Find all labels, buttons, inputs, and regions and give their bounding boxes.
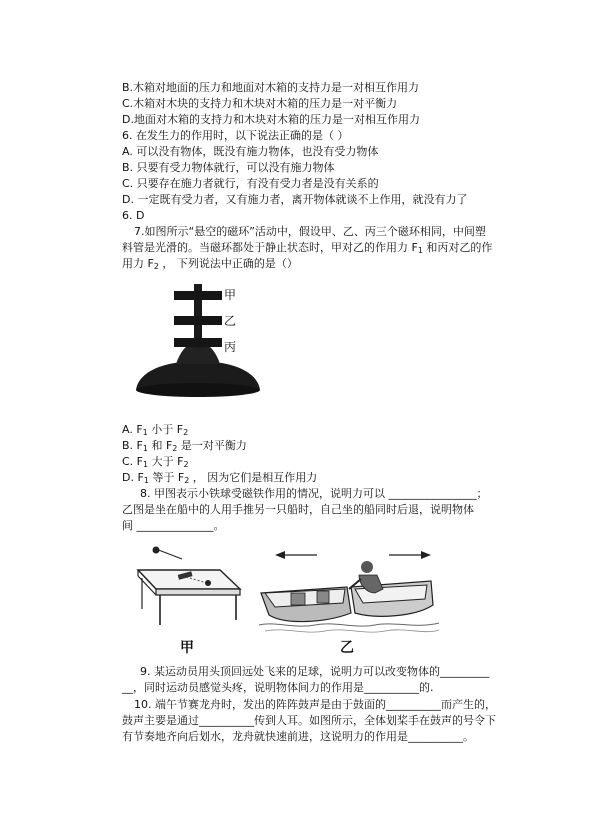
boats-figure — [255, 545, 443, 637]
question-8-line3: 间 ______________。 — [122, 519, 225, 532]
question-10-line3: 有节奏地齐向后划水，龙舟就快速前进，这说明力的作用是__________。 — [122, 730, 474, 743]
option-c-q7: C. $F_1$ 大于 $F_2$ — [122, 455, 189, 469]
answer-6: 6. D — [122, 209, 145, 222]
question-8-line1: 8. 甲图表示小铁球受磁铁作用的情况，说明力可以 ________________； — [140, 487, 488, 500]
magnet-ball-figure — [128, 545, 246, 635]
option-d-q6: D. 一定既有受力者，又有施力者，离开物体就谈不上作用，就没有力了 — [122, 193, 468, 206]
question-8-line2: 乙图是坐在船中的人用手推另一只船时，自己坐的船同时后退，说明物体 — [122, 503, 474, 516]
option-a-q7: A. $F_1$ 小于 $F_2$ — [122, 423, 189, 437]
magnetic-ring-figure — [128, 282, 268, 410]
question-10-line1: 10. 端午节赛龙舟时，发出的阵阵鼓声是由于鼓面的__________而产生的， — [134, 698, 496, 711]
option-b-q6: B. 只要有受力物体就行，可以没有施力物体 — [122, 161, 335, 174]
question-10-line2: 鼓声主要是通过__________传到人耳。如图所示，全体划桨手在鼓声的号令下 — [122, 714, 496, 727]
label-bing: 丙 — [224, 340, 237, 354]
question-7-line1: 7.如图所示“悬空的磁环”活动中，假设甲、乙、丙三个磁环相同，中间塑 — [134, 225, 486, 238]
question-9-line2: __，同时运动员感觉头疼，说明物体间力的作用是__________的. — [122, 681, 434, 694]
option-c-q5: C.木箱对木块的支持力和木块对木箱的压力是一对平衡力 — [122, 97, 398, 110]
caption-jia: 甲 — [180, 640, 194, 656]
label-jia: 甲 — [224, 288, 237, 302]
question-6: 6. 在发生力的作用时，以下说法正确的是（ ） — [122, 129, 349, 142]
option-d-q7: D. $F_1$ 等于 $F_2$ ， 因为它们是相互作用力 — [122, 471, 318, 485]
question-9-line1: 9. 某运动员用头顶回远处飞来的足球，说明力可以改变物体的_________ — [140, 665, 490, 678]
option-d-q5: D.地面对木箱的支持力和木块对木箱的压力是一对相互作用力 — [122, 113, 420, 126]
caption-yi: 乙 — [340, 640, 354, 656]
label-yi: 乙 — [224, 314, 237, 328]
option-b-q5: B.木箱对地面的压力和地面对木箱的支持力是一对相互作用力 — [122, 81, 420, 94]
option-c-q6: C. 只要存在施力者就行，有没有受力者是没有关系的 — [122, 177, 379, 190]
option-b-q7: B. $F_1$ 和 $F_2$ 是一对平衡力 — [122, 439, 247, 453]
question-7-line3: 用力 $F_2$ ， 下列说法中正确的是（） — [122, 257, 298, 271]
question-7-line2: 料管是光滑的。当磁环都处于静止状态时，甲对乙的作用力 $F_1$ 和丙对乙的作 — [122, 241, 493, 255]
option-a-q6: A. 可以没有物体，既没有施力物体，也没有受力物体 — [122, 145, 379, 158]
